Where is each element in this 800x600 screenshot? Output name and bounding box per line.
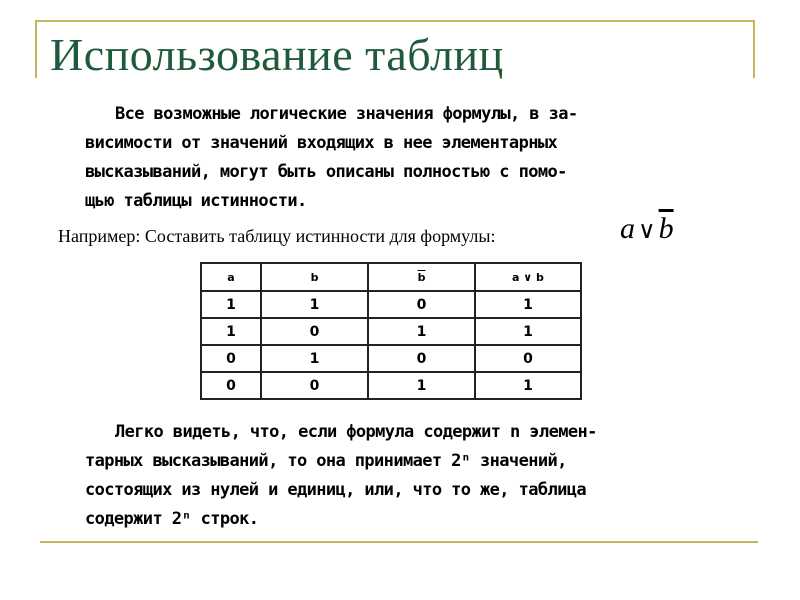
table-row (201, 318, 581, 345)
table-row (201, 372, 581, 399)
table-cell: 0 (368, 345, 475, 372)
intro-paragraph (85, 100, 715, 216)
table-cell: 1 (201, 318, 261, 345)
intro-line-1: Все возможные логические значения формулы, в за- (115, 104, 578, 124)
table-cell: 0 (368, 291, 475, 318)
conclusion-line-4: содержит 2ⁿ строк. (85, 509, 259, 529)
frame-bottom-border (40, 541, 758, 543)
header-not-b: $\overline{b}$ (368, 263, 475, 291)
table-cell: 1 (261, 345, 368, 372)
truth-table-header-row (201, 263, 581, 291)
intro-line-3: высказываний, могут быть описаны полностью с помо- (85, 162, 567, 182)
table-cell: 0 (201, 345, 261, 372)
table-row (201, 291, 581, 318)
formula-variable-not-b: $\overline{b}$ (658, 212, 674, 245)
conclusion-line-2: тарных высказываний, то она принимает 2ⁿ значений, (85, 451, 567, 471)
conclusion-line-1: Легко видеть, что, если формула содержит n элемен- (115, 422, 597, 442)
table-cell: 1 (368, 318, 475, 345)
example-text: Например: Составить таблицу истинности для формулы: (58, 226, 496, 246)
table-cell: 1 (475, 291, 581, 318)
header-a: a (201, 263, 261, 291)
header-a-or-not-b: a ∨ b (475, 263, 581, 291)
table-cell: 1 (368, 372, 475, 399)
table-cell: 0 (201, 372, 261, 399)
page-title: Использование таблиц (50, 29, 504, 80)
intro-line-2: висимости от значений входящих в нее элементарных (85, 133, 558, 153)
table-row (201, 345, 581, 372)
frame-left-border (35, 20, 37, 78)
formula (620, 212, 674, 246)
table-cell: 1 (475, 318, 581, 345)
truth-table (200, 262, 582, 400)
table-cell: 1 (261, 291, 368, 318)
conclusion-paragraph (85, 418, 715, 534)
table-cell: 0 (475, 345, 581, 372)
table-cell: 1 (201, 291, 261, 318)
table-cell: 1 (475, 372, 581, 399)
frame-top-border (35, 20, 755, 22)
table-cell: 0 (261, 318, 368, 345)
formula-variable-a: a (620, 212, 635, 245)
table-cell: 0 (261, 372, 368, 399)
conclusion-line-3: состоящих из нулей и единиц, или, что то же, таблица (85, 480, 587, 500)
formula-or-operator: ∨ (638, 218, 656, 244)
frame-right-border (753, 20, 755, 78)
intro-line-4: щью таблицы истинности. (85, 191, 307, 211)
header-b: b (261, 263, 368, 291)
